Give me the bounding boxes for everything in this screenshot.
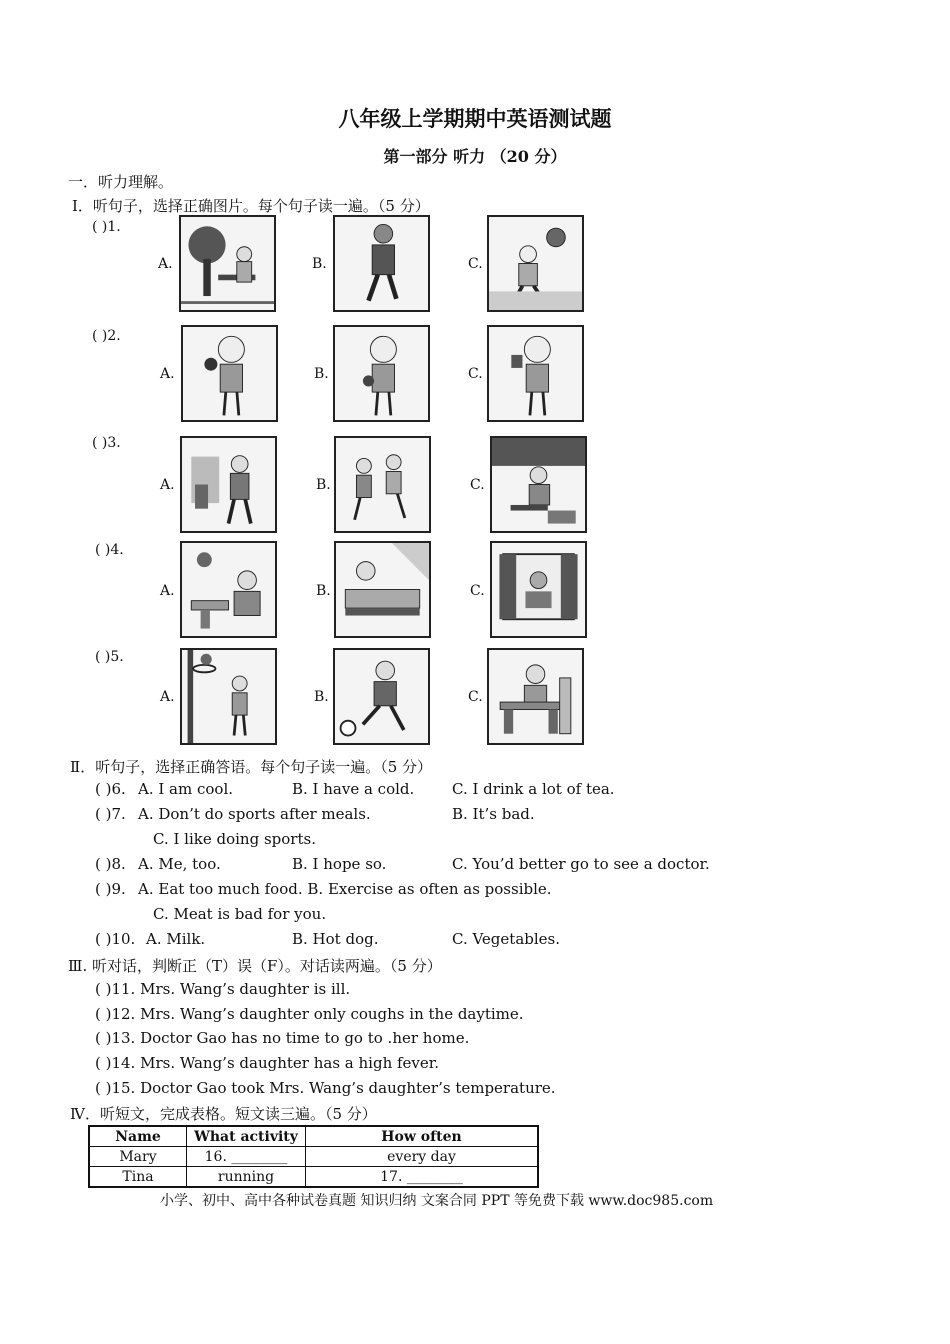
option-label-c: C. bbox=[468, 366, 483, 382]
question-13: ( )13. Doctor Gao has no time to go to .her home. bbox=[95, 1029, 470, 1047]
table-header-row bbox=[89, 1126, 538, 1147]
question-number-3: ( )3. bbox=[92, 435, 121, 451]
option-label-b: B. bbox=[316, 477, 331, 493]
question-8-option-a: A. Me, too. bbox=[138, 855, 221, 873]
option-label-c: C. bbox=[468, 689, 483, 705]
picture-girl-at-window[interactable] bbox=[490, 541, 587, 638]
option-label-a: A. bbox=[160, 366, 175, 382]
question-8-number: ( )8. bbox=[95, 855, 126, 873]
table-row bbox=[89, 1147, 538, 1167]
option-label-b: B. bbox=[314, 366, 329, 382]
question-6-option-c: C. I drink a lot of tea. bbox=[452, 780, 615, 798]
question-9-option-ab: A. Eat too much food. B. Exercise as often as possible. bbox=[138, 880, 552, 898]
option-label-a: A. bbox=[158, 256, 173, 272]
header-how-often: How often bbox=[306, 1126, 539, 1147]
picture-reading-in-sun[interactable] bbox=[180, 541, 277, 638]
option-label-c: C. bbox=[470, 583, 485, 599]
option-label-c: C. bbox=[470, 477, 485, 493]
cell-how-often: every day bbox=[306, 1147, 539, 1167]
question-9-option-c: C. Meat is bad for you. bbox=[153, 905, 327, 923]
question-6-option-b: B. I have a cold. bbox=[292, 780, 415, 798]
cell-activity: running bbox=[187, 1167, 306, 1188]
picture-girl-with-food[interactable] bbox=[333, 325, 430, 422]
footer-text: 小学、初中、高中各种试卷真题 知识归纳 文案合同 PPT 等免费下载 www.doc985.com bbox=[160, 1193, 714, 1209]
question-7-option-b: B. It’s bad. bbox=[452, 805, 535, 823]
picture-woman-in-bed[interactable] bbox=[334, 541, 431, 638]
cell-answer-17[interactable]: 17. ________ bbox=[306, 1167, 539, 1188]
picture-man-on-bench[interactable] bbox=[179, 215, 276, 312]
option-label-b: B. bbox=[316, 583, 331, 599]
picture-man-running[interactable] bbox=[333, 215, 430, 312]
cell-name: Mary bbox=[89, 1147, 187, 1167]
activity-frequency-table bbox=[88, 1125, 539, 1188]
part2-heading: Ⅱ．听句子，选择正确答语。每个句子读一遍。（5 分） bbox=[70, 758, 433, 776]
question-number-1: ( )1. bbox=[92, 219, 121, 235]
question-8-option-b: B. I hope so. bbox=[292, 855, 387, 873]
question-number-2: ( )2. bbox=[92, 328, 121, 344]
question-number-4: ( )4. bbox=[95, 542, 124, 558]
question-15: ( )15. Doctor Gao took Mrs. Wang’s daughter’s temperature. bbox=[95, 1079, 556, 1097]
picture-boy-at-mailbox[interactable] bbox=[180, 436, 277, 533]
question-6-number: ( )6. bbox=[95, 780, 126, 798]
question-6-option-a: A. I am cool. bbox=[138, 780, 234, 798]
picture-children-playing[interactable] bbox=[334, 436, 431, 533]
question-14: ( )14. Mrs. Wang’s daughter has a high fever. bbox=[95, 1054, 440, 1072]
part1-heading: Ⅰ．听句子，选择正确图片。每个句子读一遍。（5 分） bbox=[72, 197, 430, 215]
picture-boy-in-sun[interactable] bbox=[487, 215, 584, 312]
cell-answer-16[interactable]: 16. ________ bbox=[187, 1147, 306, 1167]
picture-boy-doing-homework[interactable] bbox=[487, 648, 584, 745]
part4-heading: Ⅳ．听短文，完成表格。短文读三遍。（5 分） bbox=[70, 1105, 377, 1123]
option-label-a: A. bbox=[160, 689, 175, 705]
page-subtitle: 第一部分 听力 （20 分） bbox=[383, 147, 567, 166]
question-9-number: ( )9. bbox=[95, 880, 126, 898]
section-heading-listening: 一．听力理解。 bbox=[68, 173, 174, 191]
option-label-a: A. bbox=[160, 477, 175, 493]
page-title: 八年级上学期期中英语测试题 bbox=[338, 106, 612, 131]
question-10-option-a: A. Milk. bbox=[146, 930, 206, 948]
part3-heading: Ⅲ. 听对话，判断正（T）误（F）。对话读两遍。（5 分） bbox=[68, 957, 442, 975]
option-label-a: A. bbox=[160, 583, 175, 599]
table-row bbox=[89, 1167, 538, 1188]
question-10-option-c: C. Vegetables. bbox=[452, 930, 561, 948]
question-7-option-c: C. I like doing sports. bbox=[153, 830, 316, 848]
question-10-number: ( )10. bbox=[95, 930, 136, 948]
picture-boy-at-desk[interactable] bbox=[490, 436, 587, 533]
question-number-5: ( )5. bbox=[95, 649, 124, 665]
option-label-b: B. bbox=[312, 256, 327, 272]
picture-boy-playing-soccer[interactable] bbox=[333, 648, 430, 745]
picture-girl-with-apple[interactable] bbox=[181, 325, 278, 422]
header-what-activity: What activity bbox=[187, 1126, 306, 1147]
question-11: ( )11. Mrs. Wang’s daughter is ill. bbox=[95, 980, 351, 998]
option-label-c: C. bbox=[468, 256, 483, 272]
question-7-option-a: A. Don’t do sports after meals. bbox=[138, 805, 371, 823]
picture-boy-playing-basketball[interactable] bbox=[180, 648, 277, 745]
cell-name: Tina bbox=[89, 1167, 187, 1188]
question-10-option-b: B. Hot dog. bbox=[292, 930, 379, 948]
question-7-number: ( )7. bbox=[95, 805, 126, 823]
header-name: Name bbox=[89, 1126, 187, 1147]
question-8-option-c: C. You’d better go to see a doctor. bbox=[452, 855, 710, 873]
question-12: ( )12. Mrs. Wang’s daughter only coughs in the daytime. bbox=[95, 1005, 524, 1023]
picture-girl-with-book[interactable] bbox=[487, 325, 584, 422]
option-label-b: B. bbox=[314, 689, 329, 705]
